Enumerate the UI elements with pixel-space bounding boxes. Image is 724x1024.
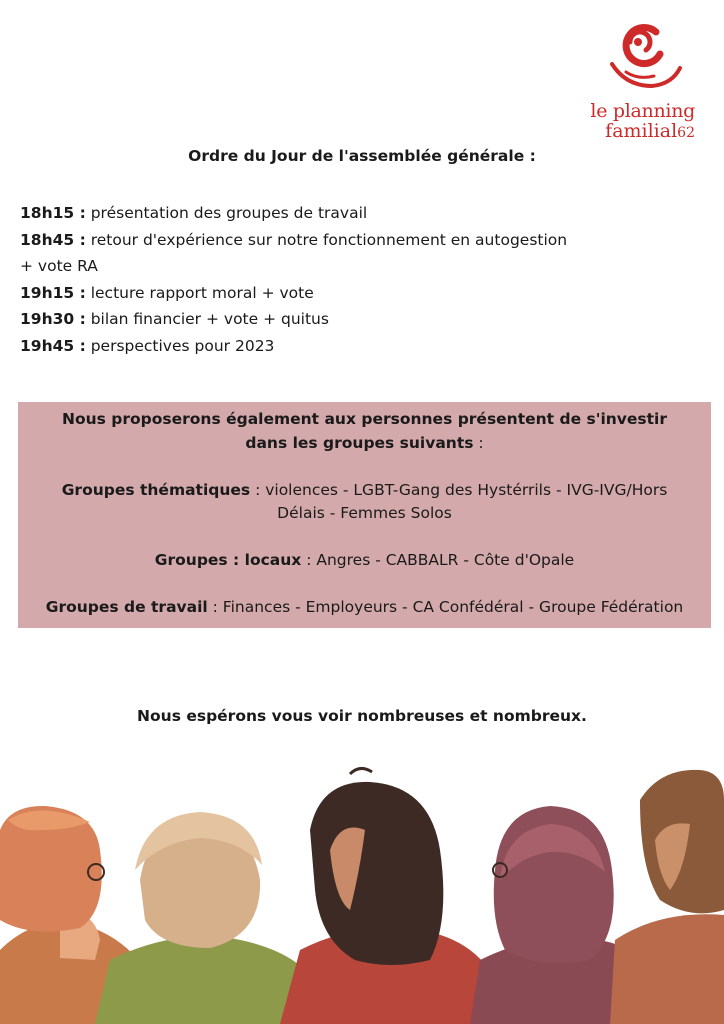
logo-number: 62 — [677, 125, 695, 141]
agenda-text: bilan financier + vote + quitus — [85, 310, 329, 329]
person-illustration — [280, 768, 505, 1024]
person-illustration — [610, 770, 724, 1024]
groups-intro-tail: : — [473, 434, 484, 452]
work-groups-text: : Finances - Employeurs - CA Confédéral - Groupe Fédération — [207, 598, 684, 616]
local-groups-label: Groupes : locaux — [154, 551, 302, 569]
agenda-title: Ordre du Jour de l'assemblée générale : — [188, 147, 536, 165]
groups-intro — [18, 407, 711, 455]
agenda-item — [20, 253, 700, 280]
agenda-time: 18h45 : — [20, 230, 86, 249]
swirl-logo-icon — [560, 20, 700, 102]
agenda-text: lecture rapport moral + vote — [85, 283, 314, 302]
agenda-text: retour d'expérience sur notre fonctionnement en autogestion — [85, 230, 568, 249]
work-groups-line — [18, 595, 711, 619]
local-groups-line — [18, 548, 711, 572]
agenda-time: 19h15 : — [20, 283, 86, 302]
group-of-people-illustration — [0, 760, 724, 1024]
thematic-groups-label: Groupes thématiques — [61, 481, 251, 499]
person-illustration — [95, 812, 320, 1024]
thematic-groups-line-2: Délais - Femmes Solos — [277, 504, 452, 522]
groups-intro-line-1: Nous proposerons également aux personnes présentent de s'investir — [61, 410, 668, 428]
closing-message: Nous espérons vous voir nombreuses et nombreux. — [137, 707, 587, 725]
thematic-groups-line-1 — [18, 478, 711, 502]
thematic-groups-text: : violences - LGBT-Gang des Hystérrils - IVG-IVG/Hors — [250, 481, 668, 499]
work-groups-label: Groupes de travail — [45, 598, 208, 616]
groups-box — [18, 402, 711, 628]
agenda-item — [20, 280, 700, 307]
agenda-item — [20, 200, 700, 227]
logo-line-1: le planning — [590, 100, 695, 122]
agenda-item — [20, 306, 700, 333]
agenda-text: + vote RA — [20, 257, 98, 276]
agenda-item — [20, 227, 700, 254]
agenda-text: perspectives pour 2023 — [85, 336, 275, 355]
logo-line-2: familial — [605, 120, 678, 142]
agenda-time: 19h30 : — [20, 310, 86, 329]
agenda-item — [20, 333, 700, 360]
agenda-list — [20, 200, 700, 360]
local-groups-text: : Angres - CABBALR - Côte d'Opale — [301, 551, 575, 569]
agenda-time: 18h15 : — [20, 204, 86, 222]
planning-familial-logo — [560, 20, 700, 160]
agenda-time: 19h45 : — [20, 336, 86, 355]
agenda-text: présentation des groupes de travail — [85, 204, 368, 222]
groups-intro-line-2: dans les groupes suivants — [245, 434, 474, 452]
